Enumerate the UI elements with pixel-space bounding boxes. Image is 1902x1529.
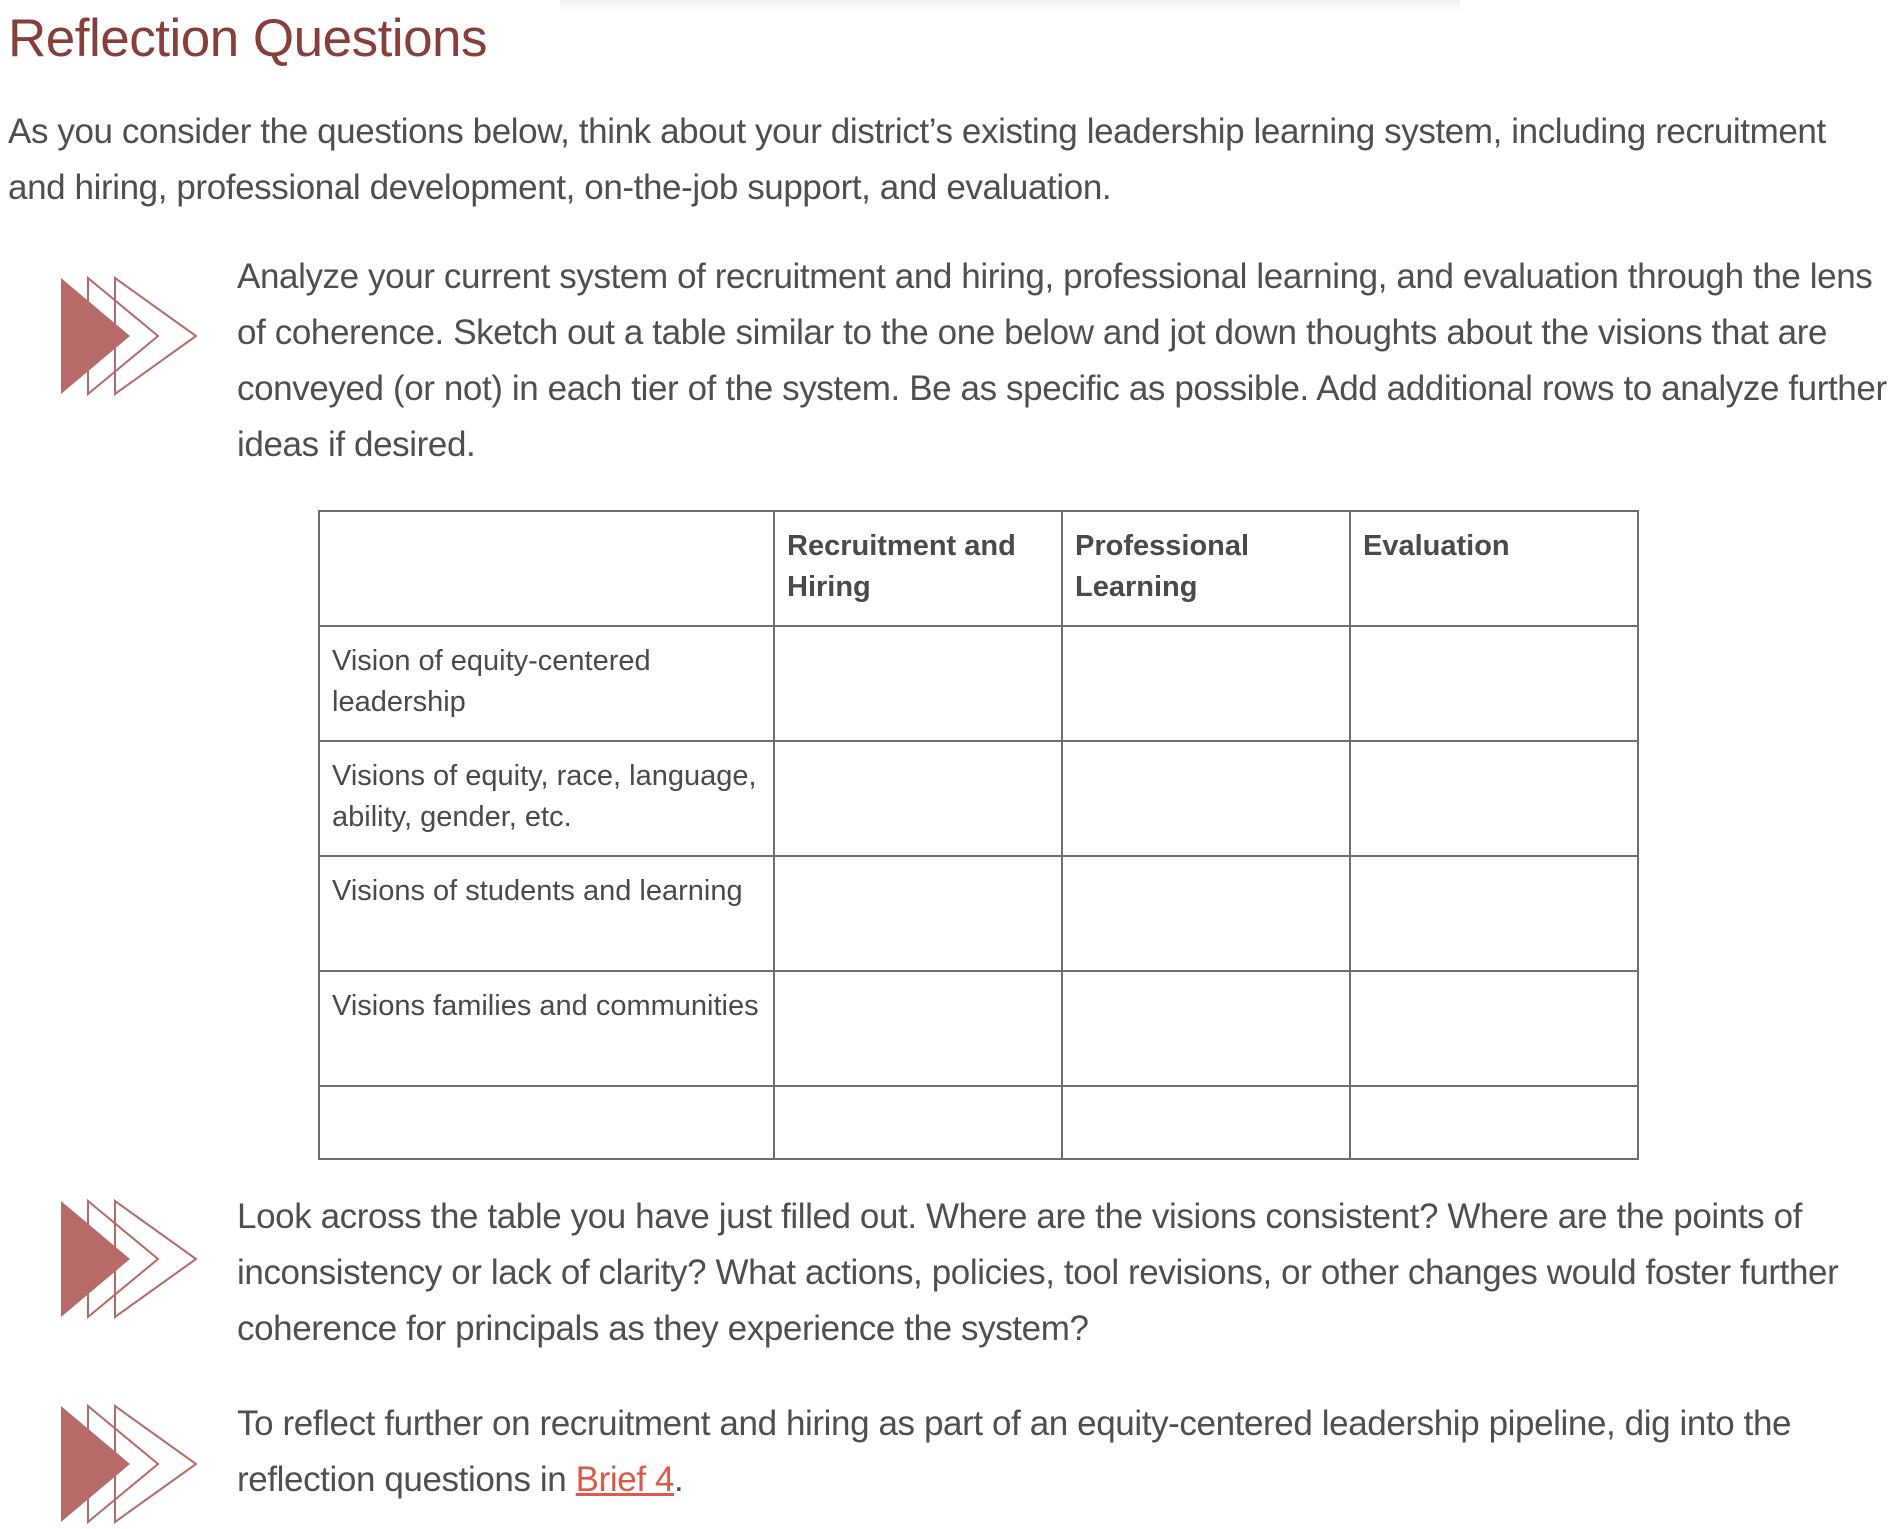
table-cell <box>1062 626 1350 741</box>
triple-arrow-icon <box>58 1403 200 1525</box>
table-row <box>319 971 1638 1086</box>
header-recruitment: Recruitment and Hiring <box>774 511 1062 626</box>
table-cell <box>774 856 1062 971</box>
question-3 <box>237 1396 1897 1508</box>
row-label <box>319 1086 774 1159</box>
question-3-end: . <box>674 1460 684 1499</box>
table-cell <box>1350 1086 1638 1159</box>
header-professional-learning: Professional Learning <box>1062 511 1350 626</box>
table-cell <box>774 741 1062 856</box>
table-header-row <box>319 511 1638 626</box>
table-cell <box>1350 971 1638 1086</box>
row-label: Visions of students and learning <box>319 856 774 971</box>
question-2: Look across the table you have just filled out. Where are the visions consistent? Where are the points of inconsistency or lack of clarity? What actions, policies, tool revisions, or other changes would foster further coherence for principals as they experience the system? <box>237 1197 1839 1348</box>
triple-arrow-icon <box>58 275 200 397</box>
table-row-empty <box>319 1086 1638 1159</box>
top-shadow <box>560 0 1460 14</box>
table-cell <box>774 626 1062 741</box>
header-cell-empty <box>319 511 774 626</box>
table-row <box>319 626 1638 741</box>
table-cell <box>1062 856 1350 971</box>
question-1: Analyze your current system of recruitment and hiring, professional learning, and evaluation through the lens of coherence. Sketch out a table similar to the one below and jot down thoughts about the visions that are conveyed (or not) in each tier of the system. Be as specific as possible. Add additional rows to analyze further ideas if desired. <box>237 257 1887 464</box>
brief-4-link[interactable]: Brief 4 <box>575 1460 675 1499</box>
triple-arrow-icon <box>58 1198 200 1320</box>
row-label: Vision of equity-centered leadership <box>319 626 774 741</box>
intro-paragraph: As you consider the questions below, think about your district’s existing leadership learning system, including recruitment and hiring, professional development, on-the-job support, and evaluation. <box>8 112 1826 207</box>
table-cell <box>1062 971 1350 1086</box>
coherence-table <box>318 510 1639 1160</box>
header-evaluation: Evaluation <box>1350 511 1638 626</box>
row-label: Visions of equity, race, language, ability, gender, etc. <box>319 741 774 856</box>
row-label: Visions families and communities <box>319 971 774 1086</box>
page-title: Reflection Questions <box>8 9 488 68</box>
table-cell <box>1350 856 1638 971</box>
question-3-text: To reflect further on recruitment and hiring as part of an equity-centered leadership pipeline, dig into the reflection questions in <box>237 1404 1792 1499</box>
table-cell <box>1062 741 1350 856</box>
table-row <box>319 856 1638 971</box>
table-cell <box>1062 1086 1350 1159</box>
table-cell <box>1350 626 1638 741</box>
table-cell <box>1350 741 1638 856</box>
table-cell <box>774 1086 1062 1159</box>
table-cell <box>774 971 1062 1086</box>
table-row <box>319 741 1638 856</box>
